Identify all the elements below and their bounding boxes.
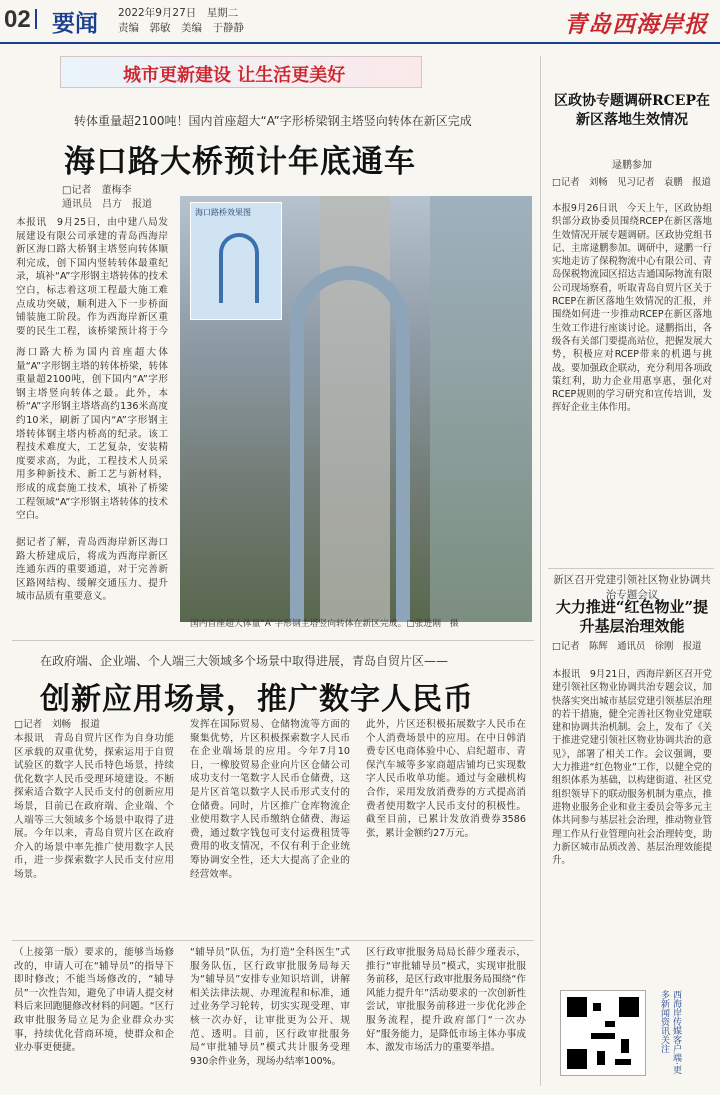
story2-headline: 创新应用场景，推广数字人民币 — [40, 682, 474, 717]
photo-caption: 国内首座超大体量“A”字形钢主塔竖向转体在新区完成。□张进刚 摄 — [190, 619, 459, 629]
newspaper-logo: 青岛西海岸报 — [564, 11, 708, 38]
photo-steel-tower — [290, 266, 410, 622]
masthead — [0, 0, 720, 44]
feature-banner: 城市更新建设 让生活更美好 — [60, 56, 422, 88]
inset-tower-shape — [219, 233, 259, 303]
byline-reporter: □记者 董梅李 — [62, 185, 132, 196]
byline-correspondent: 通讯员 吕方 报道 — [62, 199, 152, 210]
feature-headline: 海口路大桥预计年底通车 — [64, 144, 416, 180]
column-divider — [540, 56, 541, 1086]
continued-col-2: “辅导员”队伍，为打造“全科医生”式服务队伍，区行政审批服务局每天为“辅导员”安排专业知识培训，讲解相关法律法规、办理流程和标准，通过业务学习轮转，切实实现受理、审核一次办好，让审批更为公开、规范、透明。目前，区行政审批服务局“审批辅导员”模式共计服务受理930余件业务，现场办结率100%。 — [190, 947, 350, 1067]
right-divider — [548, 568, 714, 569]
page-number: 02 — [4, 6, 41, 34]
issue-meta — [118, 6, 244, 36]
feature-story — [12, 56, 534, 634]
right-story2-kicker: 新区召开党建引领社区物业协调共治专题会议 — [553, 574, 711, 601]
qr-caption: 西海岸传媒客户端·更多新闻资讯关注 — [659, 990, 681, 1074]
story-divider — [12, 640, 534, 641]
section-title: 要闻 — [52, 11, 98, 37]
feature-kicker: 转体重量超2100吨！国内首座超大“A”字形桥梁钢主塔竖向转体在新区完成 — [74, 114, 472, 128]
continued-col-1: （上接第一版）要求的，能够当场修改的，申请人可在“辅导员”的指导下即时修改；不能当场修改的，“辅导员”一次性告知，避免了申请人提交材料后来回跑腿修改材料的问题。“区行政审批服务局立足为企业群众办实事，持续优化营商环境，使群众和企业办事更便捷。 — [14, 947, 174, 1054]
issue-editors: 责编 郭敏 美编 于静静 — [118, 22, 244, 34]
right-story2-body: 本报讯 9月21日，西海岸新区召开党建引领社区物业协调共治专题会议，加快落实突出城市基层党建引领基层治理的若干措施，健全完善社区物业党建联建和协调共治机制。会上，发布了《关于推进党建引领社区物业协调共治的意见》，部署了相关工作。会议强调，要大力推进“红色物业”工作，以健全党的组织体系为基础，以构建街道、社区党组织领导下的联动服务机制为重点，推进物业服务企业和业主委员会等多元主体共同参与基层社会治理，推动物业管理工作从行业管理向社会治理转变，助力新区城市品质改善、基层治理效能提升。 — [552, 669, 712, 867]
right-story1-headline: 区政协专题调研RCEP在新区落地生效情况 — [554, 93, 710, 128]
story2-kicker: 在政府端、企业端、个人端三大领域多个场景中取得进展，青岛自贸片区—— — [40, 654, 449, 668]
page-divider — [35, 9, 37, 29]
feature-body-2: 海口路大桥为国内首座超大体量“A”字形钢主塔的转体桥梁，转体重量超2100吨，创下国内“A”字形钢主塔竖向转体之最。此外，本桥“A”字形钢主塔塔高约136米高度约10米，刷新了国内“A”字形钢主塔转体钢主塔内桥高的纪录。该工程技术难度大，工艺复杂，安装精度要求高，为此，工程技术人员采用多种新技术、新工艺与新材料，形成的成套施工技术，填补了桥梁工程领域“A”字形钢主塔转体的技术空白。 — [16, 347, 168, 522]
right-story2-byline: □记者 陈辉 通讯员 徐刚 报道 — [552, 641, 702, 652]
right-story1-byline: □记者 刘畅 见习记者 袁鹏 报道 — [552, 177, 711, 188]
right-story1-author: 逯鹏参加 — [612, 160, 652, 171]
bridge-render-inset — [190, 202, 282, 320]
story2-byline: □记者 刘畅 报道 — [14, 719, 100, 730]
story2-col-1: 本报讯 青岛自贸片区作为自身功能区承载的双重优势，探索运用于自贸试验区的数字人民币特色场景，持续优化数字人民币受理环境建设。不断探索适合数字人民币支付的创新应用场景，目前已在政府端、企业端、个人端等三大领域多个场景中取得了进展。今年以来，青岛自贸片区在政府介入的场景中率先推广使用数字人民币，进一步探索数字人民币支付应用场景。 — [14, 733, 174, 880]
story2-col-3: 此外，片区还积极拓展数字人民币在个人消费场景中的应用。在中日韩消费专区电商体验中心、启纪超市、青保汽车城等多家商超店铺均已实现数字人民币收单功能。通过与金融机构合作，采用发放消费券的方式提高消费者使用数字人民币支付的积极性。截至目前，已累计发放消费券3586张，累计金额约27万元。 — [366, 719, 526, 839]
photo-water — [430, 196, 532, 622]
continued-divider — [12, 940, 534, 941]
right-story1-body: 本报9月26日讯 今天上午，区政协组织部分政协委员围绕RCEP在新区落地生效情况开展专题调研。区政协党组书记、主席逯鹏参加。调研中，逯鹏一行实地走访了保税物流中心有限公司、青岛保税物流园区招达吉通国际物流有限公司现场察看，听取青岛自贸片区关于RCEP在新区落地生效情况的汇报，并围绕如何进一步推动RCEP在新区落地生效工作进行座谈讨论。逯鹏指出，各级各有关部门要提高站位，把握发展大势，积极应对RCEP带来的机遇与挑战。要加强政企联动，充分利用各项政策红利，助力企业用惠享惠，强化对RCEP规则的学习研究和宣传培训，发挥好企业主体作用。 — [552, 203, 712, 414]
qr-code[interactable] — [560, 990, 646, 1076]
bridge-photo — [180, 196, 532, 622]
feature-body-1: 本报讯 9月25日，由中建八局发展建设有限公司承建的青岛西海岸新区海口路大桥钢主塔竖向转体顺利完成，创下国内竖转转体最重纪录，填补“A”字形钢主塔转体的技术空白，标志着这项工程最大施工难点成功突破，顺利进入下一步桥面铺装施工阶段。作为西海岸新区重要的民生工程，该桥梁预计将于今 — [16, 217, 168, 336]
story2-col-2: 发挥在国际贸易、仓储物流等方面的聚集优势，片区积极探索数字人民币在企业端场景的应用。今年7月10日，一橡胶贸易企业向片区仓储公司成功支付一笔数字人民币仓储费，这是片区首笔以数字人民币形式支付的仓储费。同时，片区推广仓库物流企业使用数字人民币缴纳仓储费、海运费，通过数字钱包可支付运费租赁等费用的收支情况，不仅有利于企业统筹协调安全性，还大大提高了企业的经营效率。 — [190, 719, 350, 880]
right-story2-headline: 大力推进“红色物业”提升基层治理效能 — [555, 598, 709, 635]
inset-label: 海口路桥效果图 — [195, 208, 251, 217]
continued-col-3: 区行政审批服务局局长薛少瑾表示，推行“审批辅导员”模式，实现审批服务前移，是区行政审批服务局围绕“作风能力提升年”活动要求的一次创新性尝试，审批服务前移进一步优化涉企服务流程，提升政府部门“一次办好”服务能力，是降低市场主体办事成本、激发市场活力的重要举措。 — [366, 947, 526, 1054]
issue-date: 2022年9月27日 星期二 — [118, 7, 239, 19]
feature-byline — [62, 184, 152, 212]
feature-body-3: 据记者了解，青岛西海岸新区海口路大桥建成后，将成为西海岸新区连通东西的重要通道，对于完善新区路网结构、缓解交通压力、提升城市品质有重要意义。 — [16, 537, 168, 603]
